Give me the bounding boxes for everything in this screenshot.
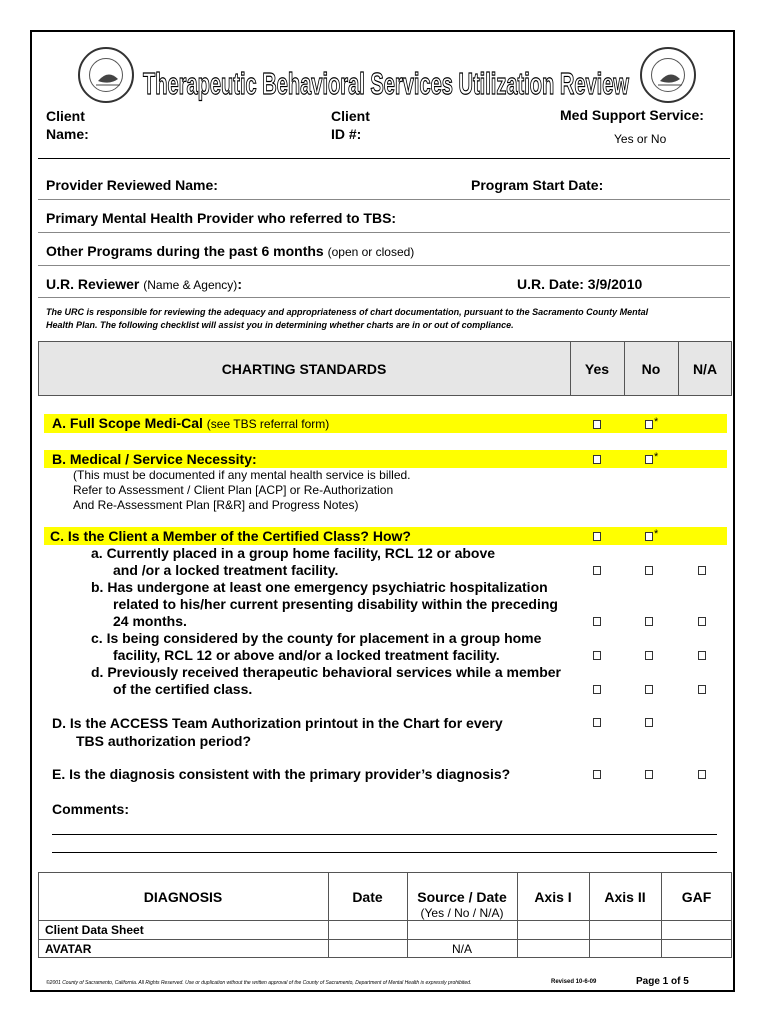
item-e-na-checkbox[interactable]: [698, 770, 706, 779]
axis1-header: Axis I: [534, 889, 572, 905]
item-d-no-checkbox[interactable]: [645, 718, 653, 727]
client-name-label: Client Name:: [46, 108, 89, 142]
source-header: Source / Date: [417, 889, 507, 905]
item-c-c-yes-checkbox[interactable]: [593, 651, 601, 660]
item-a-label: A. Full Scope Medi-Cal (see TBS referral form): [52, 415, 330, 431]
program-start-label: Program Start Date:: [471, 177, 604, 193]
item-c-b-no-checkbox[interactable]: [645, 617, 653, 626]
item-a-no-checkbox[interactable]: [645, 420, 653, 429]
intro-text: The URC is responsible for reviewing the adequacy and appropriateness of chart documentation, pursuant to the Sacramento County Mental Health Plan. The following checklist will assist you in determining whether charts are in or out of compliance.: [46, 307, 649, 330]
col-yes: Yes: [584, 361, 610, 377]
divider: [38, 297, 730, 298]
item-c-a-no-checkbox[interactable]: [645, 566, 653, 575]
divider: [38, 158, 730, 159]
source-subheader: (Yes / No / N/A): [420, 906, 504, 920]
divider: [38, 939, 732, 940]
item-c-a-yes-checkbox[interactable]: [593, 566, 601, 575]
divider: [38, 920, 732, 921]
item-d-label: D. Is the ACCESS Team Authorization printout in the Chart for every TBS authorization period?: [52, 715, 503, 749]
item-c-c-no-checkbox[interactable]: [645, 651, 653, 660]
divider: [38, 232, 730, 233]
item-e-no-checkbox[interactable]: [645, 770, 653, 779]
col-na: N/A: [692, 361, 718, 377]
other-programs-label: Other Programs during the past 6 months (open or closed): [46, 243, 415, 259]
item-e-label: E. Is the diagnosis consistent with the primary provider’s diagnosis?: [52, 766, 511, 782]
item-c-d-yes-checkbox[interactable]: [593, 685, 601, 694]
copyright: ©2001 County of Sacramento, California. All Rights Reserved. Use or duplication without the written approval of the County of Sacramento, Department of Mental Health is expressly prohibited.: [46, 980, 472, 986]
ur-reviewer-label: U.R. Reviewer (Name & Agency):: [46, 276, 242, 292]
avatar-source: N/A: [451, 942, 472, 956]
item-c-d-na-checkbox[interactable]: [698, 685, 706, 694]
col-no: No: [641, 361, 661, 377]
item-e-yes-checkbox[interactable]: [593, 770, 601, 779]
item-b-no-checkbox[interactable]: [645, 455, 653, 464]
divider: [38, 265, 730, 266]
divider: [661, 872, 662, 958]
item-c-c-na-checkbox[interactable]: [698, 651, 706, 660]
svg-text:Therapeutic Behavioral Service: Therapeutic Behavioral Services Utilization Review: [143, 66, 630, 101]
county-seal-right: [640, 47, 696, 103]
county-seal-left: [78, 47, 134, 103]
client-id-label: Client ID #:: [331, 108, 370, 142]
date-header: Date: [352, 889, 383, 905]
page-number: Page 1 of 5: [636, 976, 689, 987]
primary-provider-label: Primary Mental Health Provider who referred to TBS:: [46, 210, 397, 226]
revised-date: Revised 10-6-09: [551, 979, 597, 985]
page-title: [140, 58, 632, 106]
divider: [328, 872, 329, 958]
item-c-d-no-checkbox[interactable]: [645, 685, 653, 694]
asterisk: *: [654, 416, 659, 428]
row-avatar: AVATAR: [45, 942, 92, 956]
diagnosis-header: DIAGNOSIS: [143, 889, 223, 905]
diagnosis-table: [38, 872, 732, 958]
item-b-yes-checkbox[interactable]: [593, 455, 601, 464]
divider: [589, 872, 590, 958]
row-client-data-sheet: Client Data Sheet: [45, 923, 144, 937]
asterisk: *: [654, 451, 659, 463]
provider-reviewed-label: Provider Reviewed Name:: [46, 177, 218, 193]
med-support-label: Med Support Service:: [560, 107, 704, 123]
item-c-yes-checkbox[interactable]: [593, 532, 601, 541]
ur-date: U.R. Date: 3/9/2010: [517, 276, 643, 292]
med-support-options: Yes or No: [614, 132, 667, 146]
gaf-header: GAF: [681, 889, 712, 905]
item-a-yes-checkbox[interactable]: [593, 420, 601, 429]
comments-label: Comments:: [52, 801, 130, 817]
item-c-a-na-checkbox[interactable]: [698, 566, 706, 575]
comments-line-2[interactable]: [52, 852, 717, 853]
charting-standards-title: CHARTING STANDARDS: [221, 361, 387, 377]
item-c-b-yes-checkbox[interactable]: [593, 617, 601, 626]
axis2-header: Axis II: [604, 889, 646, 905]
item-b-note: (This must be documented if any mental health service is billed. Refer to Assessment / Client Plan [ACP] or Re-Authorization And Re-Assessment Plan [R&R] and Progress Notes): [73, 468, 411, 512]
item-c-label: C. Is the Client a Member of the Certified Class? How?: [50, 528, 411, 544]
item-c-b-na-checkbox[interactable]: [698, 617, 706, 626]
comments-line-1[interactable]: [52, 834, 717, 835]
item-c-no-checkbox[interactable]: [645, 532, 653, 541]
item-b-label: B. Medical / Service Necessity:: [52, 451, 257, 467]
asterisk: *: [654, 528, 659, 540]
divider: [517, 872, 518, 958]
item-d-yes-checkbox[interactable]: [593, 718, 601, 727]
item-c-criteria: a. Currently placed in a group home facility, RCL 12 or above and /or a locked treatment facility. b. Has undergone at least one emergency psychiatric hospitalization related to his/her current presenting disability within the preceding 24 months. c. Is being considered by the county for placement in a group home facility, RCL 12 or above and/or a locked treatment facility. d. Previously received therapeutic behavioral services while a member of the certified class.: [91, 545, 561, 697]
divider: [38, 199, 730, 200]
